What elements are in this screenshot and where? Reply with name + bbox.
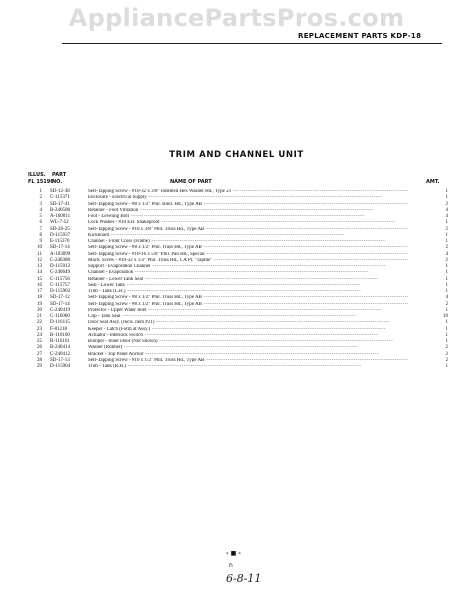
- part-name: Retainer - Lower Tank Seal -----: [88, 277, 408, 283]
- illus-number: 9: [39, 239, 42, 244]
- part-number: SD-17-12: [50, 295, 70, 301]
- part-number: C-240412: [50, 351, 70, 357]
- part-name: Enclosure - Electrical Supply -----: [88, 195, 408, 201]
- part-name: Self-Tapping Screw - #10-16 x 5/8" Phil. Pan Hd., Special -----: [88, 252, 408, 258]
- part-amount: 1: [445, 282, 448, 288]
- part-number: SD-17-14: [50, 245, 70, 251]
- illus-number: 19: [37, 301, 42, 307]
- column-header-part: [52, 172, 66, 186]
- part-number: B-116101: [50, 339, 70, 344]
- part-amount: 2: [445, 301, 448, 307]
- part-number: SD-17-13: [50, 357, 70, 363]
- part-name: Keeper - Latch (Form at Assy.) -----: [88, 327, 408, 333]
- column-header-amt: AMT.: [426, 179, 440, 185]
- part-number: D-116115: [50, 320, 70, 326]
- part-number: D-115937: [50, 232, 71, 238]
- illus-number: 2: [39, 195, 42, 201]
- part-name: Kickboard -----: [88, 233, 408, 239]
- part-amount: 4: [445, 251, 448, 257]
- part-number: D-115903: [50, 289, 71, 294]
- illus-number: 12: [37, 257, 42, 263]
- part-number: WL-7-12: [50, 220, 69, 226]
- header-rule: [62, 43, 442, 44]
- part-amount: 1: [445, 332, 448, 338]
- part-amount: 4: [445, 207, 448, 213]
- handwritten-date: 6-8-11: [226, 572, 262, 585]
- column-header-illus-line2: FL 15196: [28, 179, 54, 185]
- part-name: Self-Tapping Screw - #8 x 1/2" Phil. Bind. Hd., Type AB -----: [88, 202, 408, 208]
- part-amount: 1: [445, 239, 448, 244]
- illus-number: 15: [37, 276, 42, 282]
- illus-number: 3: [39, 201, 42, 207]
- part-number: A-160011: [50, 214, 71, 219]
- part-number: SD-26-25: [50, 226, 70, 232]
- part-amount: 4: [445, 214, 448, 219]
- illus-number: 4: [39, 207, 42, 213]
- column-header-name: NAME OF PART: [170, 179, 212, 185]
- part-amount: 1: [445, 195, 448, 201]
- column-header-illus-line1: ILLUS.: [28, 172, 46, 178]
- illus-number: 27: [37, 351, 42, 357]
- part-amount: 1: [445, 220, 448, 226]
- illus-number: 18: [37, 295, 42, 301]
- part-name: Channel - Front Cross (Frame) -----: [88, 239, 408, 245]
- illus-number: 23: [37, 326, 42, 332]
- part-number: C-115756: [50, 276, 70, 282]
- part-name: Foot - Leveling Bolt -----: [88, 214, 408, 220]
- illus-number: 7: [39, 226, 42, 232]
- illus-number: 24: [37, 332, 42, 338]
- part-name: Trim - Tank (L.H.) -----: [88, 289, 408, 295]
- part-number: C-240419: [50, 307, 70, 313]
- column-header-part-line2: NO.: [52, 179, 63, 185]
- illus-number: 28: [37, 357, 42, 363]
- part-number: D-115912: [50, 264, 71, 269]
- part-number: SD-12-38: [50, 189, 70, 194]
- part-name: Self-Tapping Screw - #8 x 1/2" Phil. Truss Hd., Type AB -----: [88, 295, 408, 301]
- part-name: Self-Tapping Screw - #8 x 1/2" Phil. Truss Hd., Type AB -----: [88, 302, 408, 308]
- header-title: REPLACEMENT PARTS KDP-18: [298, 32, 422, 40]
- part-name: Bumper - Inner Door (Not Shown) -----: [88, 339, 408, 345]
- part-number: B-240508: [50, 207, 70, 213]
- part-name: Seal - Lower Tank -----: [88, 283, 408, 289]
- part-name: Door Seal Assy. (Incls. item #21) -----: [88, 320, 408, 326]
- part-name: Mach. Screw - #10-32 x 1/2" Phil. Truss Hd., CA Pt. "Taptite" -----: [88, 258, 408, 264]
- part-amount: 10: [443, 314, 448, 319]
- illus-number: 11: [37, 251, 42, 257]
- illus-number: 17: [37, 289, 42, 294]
- part-amount: 2: [445, 245, 448, 251]
- part-number: B-116100: [50, 332, 70, 338]
- page-number: n: [229, 562, 233, 569]
- part-amount: 1: [445, 276, 448, 282]
- illus-number: 22: [37, 320, 42, 326]
- part-number: A-103099: [50, 251, 71, 257]
- illus-number: 6: [39, 220, 42, 226]
- part-amount: 2: [445, 201, 448, 207]
- part-number: C-116000: [50, 314, 70, 319]
- part-amount: 1: [445, 320, 448, 326]
- part-amount: 1: [445, 307, 448, 313]
- illus-number: 25: [37, 339, 42, 344]
- part-amount: 1: [445, 189, 448, 194]
- part-number: D-115904: [50, 364, 71, 369]
- illus-number: 1: [39, 189, 42, 194]
- illus-number: 21: [37, 314, 42, 319]
- illus-number: 8: [39, 232, 42, 238]
- part-amount: 2: [445, 351, 448, 357]
- page-title: TRIM AND CHANNEL UNIT: [169, 150, 304, 160]
- part-name: Retainer - Foot Vibration -----: [88, 208, 408, 214]
- part-amount: 2: [445, 257, 448, 263]
- part-number: C-240388: [50, 257, 70, 263]
- part-amount: 1: [445, 232, 448, 238]
- part-number: F-81218: [50, 326, 67, 332]
- part-name: Protector - Upper Water Inlet -----: [88, 308, 408, 314]
- part-name: Trim - Tank (R.H.) -----: [88, 364, 408, 370]
- part-number: B-240414: [50, 345, 70, 351]
- part-amount: 1: [445, 326, 448, 332]
- part-name: Self-Tapping Screw - #8 x 1/2" Phil. Truss Hd., Type AB -----: [88, 245, 408, 251]
- part-number: SD-17-14: [50, 301, 70, 307]
- illus-number: 16: [37, 282, 42, 288]
- part-number: SD-17-41: [50, 201, 70, 207]
- part-name: Self-Tapping Screw - #10-32 x 3/8" Indented Hex Washer Hd., Type 23 -----: [88, 189, 408, 195]
- part-amount: 1: [445, 289, 448, 294]
- part-name: Support - Evaporation Channel -----: [88, 264, 408, 270]
- part-amount: 4: [445, 295, 448, 301]
- column-header-part-line1: PART: [52, 172, 67, 178]
- part-name: Self-Tapping Screw - #10 x 1/2" Phil. Truss Hd., Type AB -----: [88, 358, 408, 364]
- illus-number: 14: [37, 270, 42, 276]
- illus-number: 20: [37, 307, 42, 313]
- part-name: Channel - Evaporation -----: [88, 270, 408, 276]
- part-amount: 2: [445, 226, 448, 232]
- illus-number: 13: [37, 264, 42, 269]
- part-number: C-115371: [50, 195, 70, 201]
- part-name: Washer (Rubber) -----: [88, 345, 408, 351]
- part-number: C-240649: [50, 270, 70, 276]
- illus-number: 5: [39, 214, 42, 219]
- table-row: [28, 364, 448, 370]
- part-amount: 2: [445, 345, 448, 351]
- part-name: Bracket - Top Panel Anchor -----: [88, 352, 408, 358]
- part-amount: 1: [445, 270, 448, 276]
- part-name: Self-Tapping Screw - #10 x 3/8" Phil. Truss Hd., Type AB -----: [88, 227, 408, 233]
- part-name: Lock Washer - #10 Ext. Shakeproof -----: [88, 220, 408, 226]
- part-amount: 1: [445, 339, 448, 344]
- part-number: E-115370: [50, 239, 70, 244]
- part-number: C-115757: [50, 282, 70, 288]
- watermark: AppliancePartsPros.com: [68, 4, 405, 32]
- part-name: Actuator - Interlock Switch -----: [88, 333, 408, 339]
- part-amount: 2: [445, 357, 448, 363]
- part-name: Clip - Tank Seal -----: [88, 314, 408, 320]
- part-amount: 1: [445, 264, 448, 269]
- illus-number: 29: [37, 364, 42, 369]
- part-amount: 1: [445, 364, 448, 369]
- column-header-illus: [28, 172, 54, 186]
- footer-mark: - ■ -: [226, 550, 241, 557]
- illus-number: 10: [37, 245, 42, 251]
- illus-number: 26: [37, 345, 42, 351]
- parts-list: [28, 189, 448, 370]
